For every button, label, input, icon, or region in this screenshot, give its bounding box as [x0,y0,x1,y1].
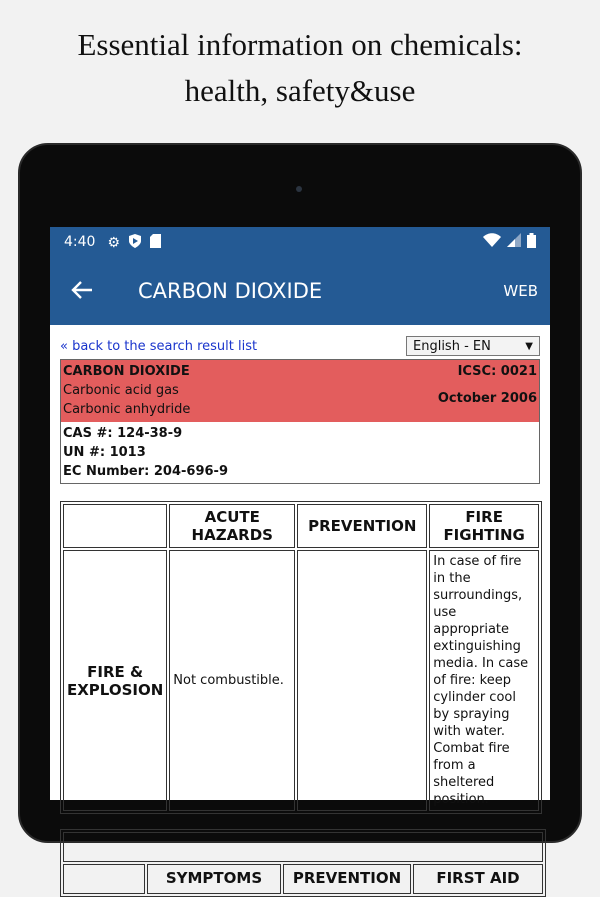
language-select[interactable] [406,336,540,356]
exposure-table-title-row [63,832,543,862]
header-acute-hazards: ACUTE HAZARDS [169,504,295,548]
table-row [63,550,539,811]
exposure-header-row [63,864,543,894]
synonym-2: Carbonic anhydride [63,402,191,417]
ec-number: EC Number: 204-696-9 [63,464,228,479]
status-bar [50,227,550,257]
web-button[interactable]: WEB [503,282,538,300]
exposure-header-empty [63,864,145,894]
back-arrow-icon[interactable] [50,276,114,307]
battery-icon [527,233,536,252]
language-selected: English - EN [413,338,491,354]
promo-caption [0,22,600,114]
card-date: October 2006 [437,391,537,406]
table-header-row [63,504,539,548]
sd-card-icon [150,234,161,251]
caption-line-1: Essential information on chemicals: [77,27,523,62]
play-shield-icon [128,234,142,251]
exposure-table [60,829,546,897]
device-screen [50,227,550,887]
identity-header [61,360,539,422]
cell-acute-hazards: Not combustible. [169,550,295,811]
page-title: CARBON DIOXIDE [138,279,323,303]
cell-prevention [297,550,427,811]
cas-number: CAS #: 124-38-9 [63,426,183,441]
header-prevention-2: PREVENTION [283,864,411,894]
settings-icon: ⚙ [107,233,121,250]
dropdown-arrow-icon: ▼ [525,340,533,352]
header-prevention: PREVENTION [297,504,427,548]
header-symptoms: SYMPTOMS [147,864,281,894]
identity-numbers [61,422,539,483]
un-number: UN #: 1013 [63,445,146,460]
chemical-card-content [50,325,550,897]
header-first-aid: FIRST AID [413,864,543,894]
fire-hazard-table [60,501,542,814]
synonym-1: Carbonic acid gas [63,383,179,398]
row-label-fire-explosion: FIRE & EXPLOSION [63,550,167,811]
chemical-name: CARBON DIOXIDE [63,364,190,379]
signal-icon [507,233,521,251]
back-to-results-link[interactable]: « back to the search result list [60,338,258,354]
status-time: 4:40 [64,234,96,250]
header-empty [63,504,167,548]
caption-line-2: health, safety&use [184,73,416,108]
identity-box [60,359,540,484]
app-bar [50,257,550,325]
wifi-icon [483,233,501,251]
camera-icon [296,186,302,192]
icsc-number: ICSC: 0021 [457,364,537,379]
header-fire-fighting: FIRE FIGHTING [429,504,539,548]
cell-fire-fighting: In case of fire in the surroundings, use appropriate extinguishing media. In case of fire: keep cylinder cool by spraying with water. Combat fire from a sheltered position. [429,550,539,811]
